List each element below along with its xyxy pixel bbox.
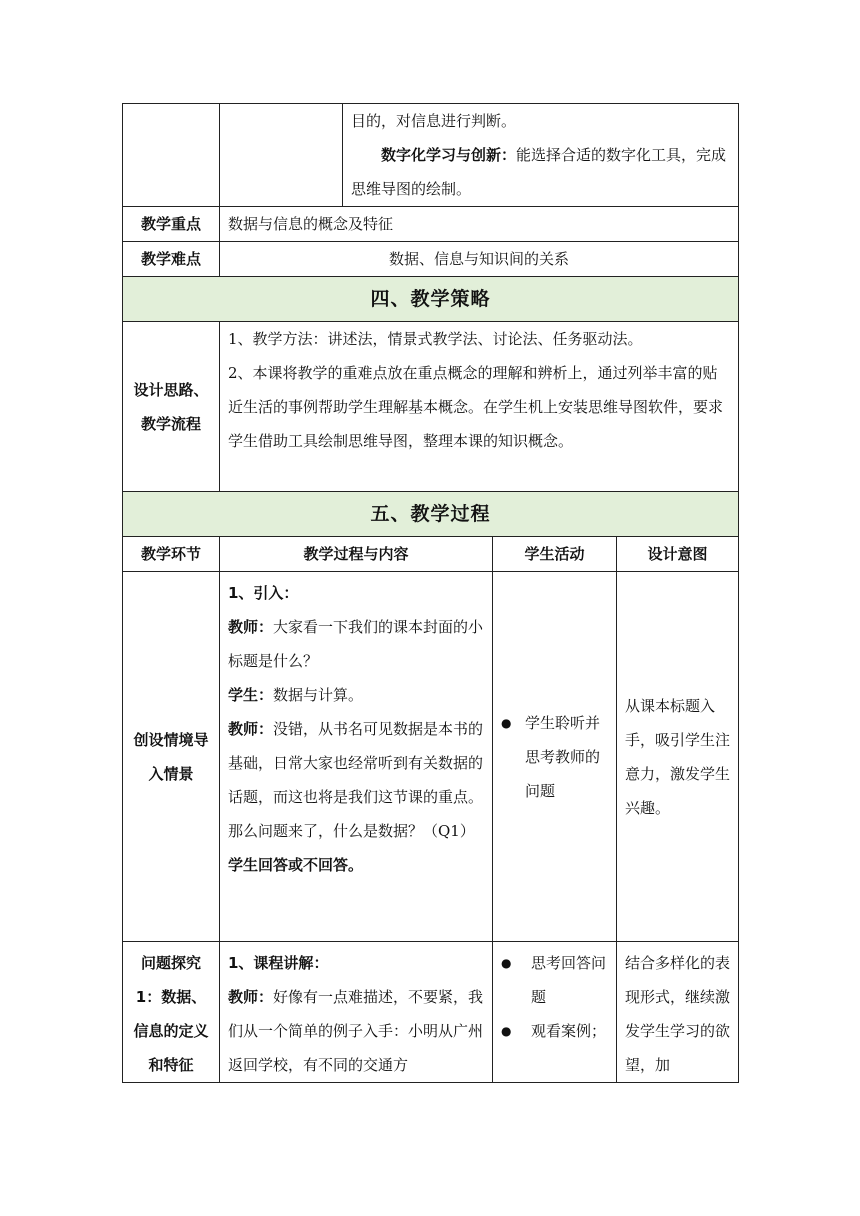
student-response: 学生回答或不回答。	[228, 856, 364, 874]
teacher-line-explore: 教师：好像有一点难描述，不要紧，我们从一个简单的例子入手：小明从广州返回学校，有不同的交通方	[228, 988, 484, 1074]
strategy-paragraph-2: 2、本课将教学的重难点放在重点概念的理解和辨析上，通过列举丰富的贴近生活的事例帮助学生理解基本概念。在学生机上安装思维导图软件，要求学生借助工具绘制思维导图，整理本课的知识概念。	[228, 364, 724, 450]
stage-explore: 问题探究1：数据、信息的定义和特征	[123, 942, 220, 1083]
key-point-label: 教学重点	[123, 207, 220, 242]
col-header-content: 教学过程与内容	[220, 537, 493, 572]
process-header-row	[123, 537, 739, 572]
strategy-content	[220, 322, 739, 492]
activity-intro	[493, 572, 617, 942]
key-point-value: 数据与信息的概念及特征	[220, 207, 739, 242]
strategy-row	[123, 322, 739, 492]
section-4-header-row	[123, 277, 739, 322]
content-explore	[220, 942, 493, 1083]
col-header-stage: 教学环节	[123, 537, 220, 572]
teacher-line-2: 教师：没错，从书名可见数据是本书的基础，日常大家也经常听到有关数据的话题，而这也将是我们这节课的重点。那么问题来了，什么是数据？（Q1）	[228, 720, 484, 840]
empty-cell	[123, 104, 220, 207]
section-4-title: 四、教学策略	[123, 277, 739, 322]
stage-intro: 创设情境导入情景	[123, 572, 220, 942]
section-5-header-row	[123, 492, 739, 537]
section-5-title: 五、教学过程	[123, 492, 739, 537]
intro-heading: 1、引入：	[228, 584, 299, 602]
content-intro	[220, 572, 493, 942]
key-point-row	[123, 207, 739, 242]
bullet-icon: ●	[501, 715, 512, 730]
bullet-icon: ●	[501, 1024, 512, 1038]
difficult-point-row	[123, 242, 739, 277]
objectives-continuation-row	[123, 104, 739, 207]
activity-explore	[493, 942, 617, 1083]
teacher-line-1: 教师：大家看一下我们的课本封面的小标题是什么？	[228, 618, 484, 670]
difficult-point-label: 教学难点	[123, 242, 220, 277]
col-header-activity: 学生活动	[493, 537, 617, 572]
process-row-intro	[123, 572, 739, 942]
process-row-explore	[123, 942, 739, 1083]
objective-digital-text: 能选择合适的数字化工具，完成思维导图的绘制。	[351, 146, 727, 198]
activity-item: ● 学生聆听并思考教师的问题	[501, 706, 608, 808]
intent-intro: 从课本标题入手，吸引学生注意力，激发学生兴趣。	[617, 572, 739, 942]
empty-cell	[220, 104, 343, 207]
objective-line: 目的，对信息进行判断。	[351, 112, 517, 130]
lesson-plan-table	[122, 103, 739, 1083]
lesson-plan-document	[122, 103, 738, 1083]
activity-item: ● 思考回答问题	[501, 946, 608, 1014]
objectives-text-cell	[343, 104, 739, 207]
bullet-icon: ●	[501, 956, 512, 970]
activity-item: ● 观看案例；	[501, 1014, 608, 1048]
difficult-point-value: 数据、信息与知识间的关系	[220, 242, 739, 277]
student-line-1: 学生：数据与计算。	[228, 686, 364, 704]
explore-heading: 1、课程讲解：	[228, 954, 329, 972]
intent-explore: 结合多样化的表现形式，继续激发学生学习的欲望，加	[617, 942, 739, 1083]
col-header-intent: 设计意图	[617, 537, 739, 572]
objective-digital-learning	[351, 138, 730, 206]
strategy-paragraph-1: 1、教学方法：讲述法，情景式教学法、讨论法、任务驱动法。	[228, 330, 643, 348]
objective-digital-label: 数字化学习与创新：	[381, 146, 517, 164]
strategy-label: 设计思路、教学流程	[123, 322, 220, 492]
